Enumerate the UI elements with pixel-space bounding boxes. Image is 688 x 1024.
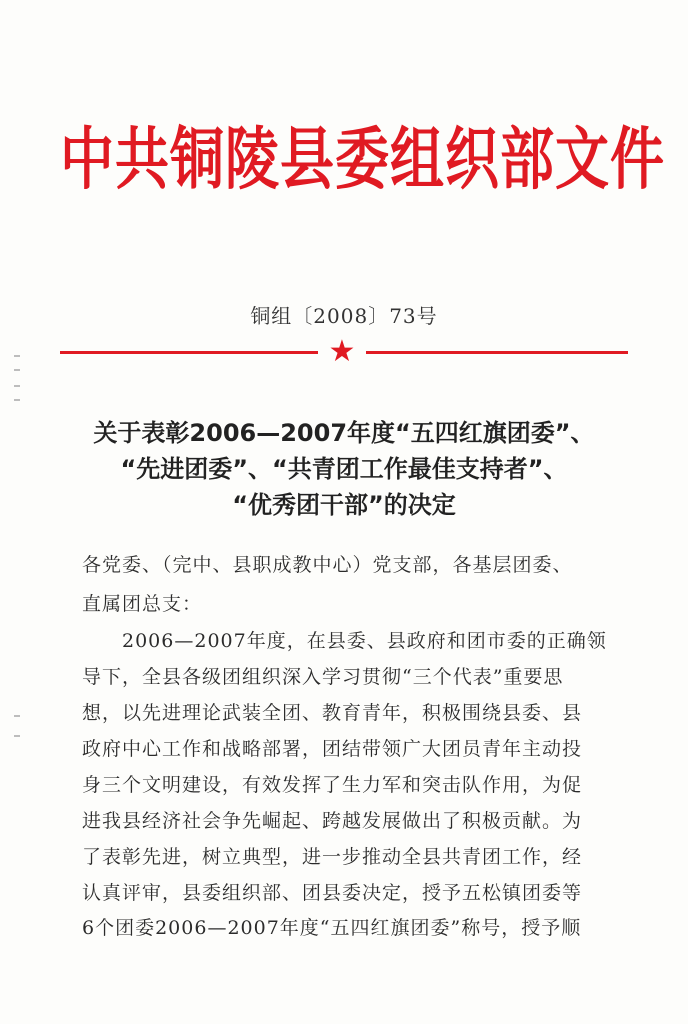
star-icon: ★ (328, 334, 356, 369)
document-number: 铜组〔2008〕73号 (250, 304, 438, 328)
body-line: 各党委、（完中、县职成教中心）党支部，各基层团委、 (82, 554, 573, 576)
body-line: 想，以先进理论武装全团、教育青年，积极围绕县委、县 (82, 702, 583, 724)
binding-margin-marks (8, 355, 28, 755)
body-line: 政府中心工作和战略部署，团结带领广大团员青年主动投 (82, 738, 583, 760)
document-header-title: 中共铜陵县委组织部文件 (60, 120, 665, 199)
decision-title-line-1: 关于表彰2006—2007年度“五四红旗团委”、 (93, 419, 595, 447)
body-line: 了表彰先进，树立典型，进一步推动全县共青团工作，经 (82, 846, 583, 868)
body-line: 导下，全县各级团组织深入学习贯彻“三个代表”重要思 (82, 666, 564, 688)
body-line: 6个团委2006—2007年度“五四红旗团委”称号，授予顺 (82, 917, 582, 939)
decision-title-line-3: “优秀团干部”的决定 (232, 491, 456, 519)
header-divider (60, 334, 628, 369)
body-line: 2006—2007年度，在县委、县政府和团市委的正确领 (82, 630, 607, 652)
divider-line-left (60, 351, 318, 354)
body-line: 进我县经济社会争先崛起、跨越发展做出了积极贡献。为 (82, 810, 583, 832)
divider-line-right (366, 351, 628, 354)
body-line: 身三个文明建设，有效发挥了生力军和突击队作用，为促 (82, 774, 583, 796)
decision-title-line-2: “先进团委”、“共青团工作最佳支持者”、 (120, 455, 568, 483)
body-line: 认真评审，县委组织部、团县委决定，授予五松镇团委等 (82, 882, 583, 904)
body-line: 直属团总支： (82, 593, 203, 615)
